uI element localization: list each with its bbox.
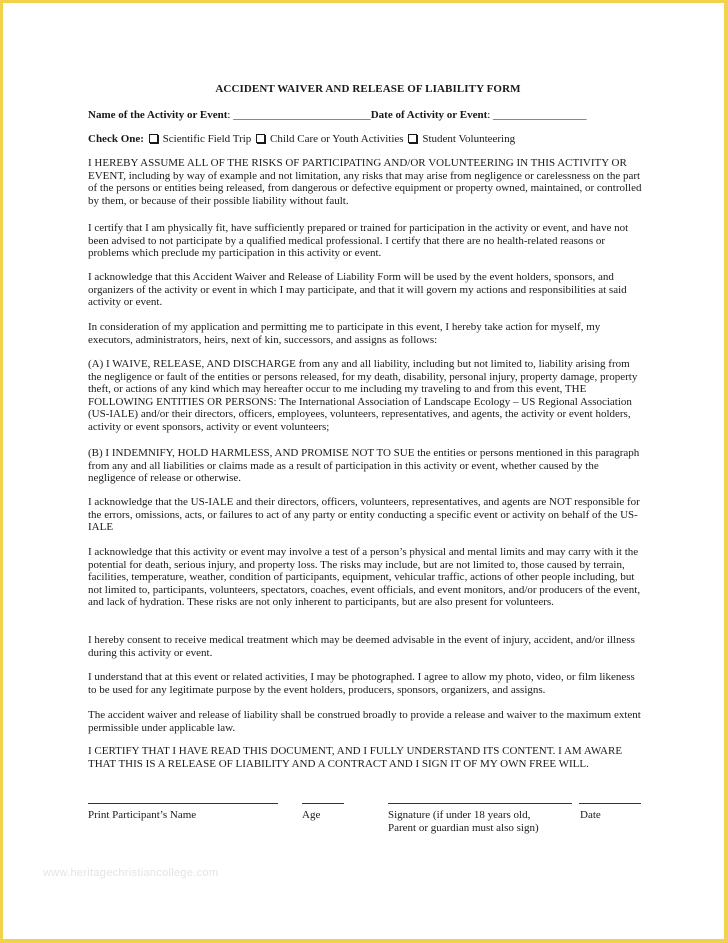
paragraph-waive-release: (A) I WAIVE, RELEASE, AND DISCHARGE from any and all liability, including but not limited to, liability arising from the negligence or fault of the entities or persons released, for my death, disability, personal injury, property damage, property theft, or actions of any kind which may hereafter occur to me including my traveling to and from this event, THE FOLLOWING ENTITIES OR PERSONS: The International Association of Landscape Ecology – US Regional Association (US-IALE) and/or their directors, officers, employees, volunteers, representatives, and agents, the activity or event holders, activity or event sponsors, activity or event volunteers; [88, 358, 638, 433]
date-line[interactable] [579, 803, 641, 804]
activity-info-row [88, 109, 648, 122]
paragraph-photographed: I understand that at this event or related activities, I may be photographed. I agree to allow my photo, video, or film likeness to be used for any legitimate purpose by the event holders, producers, sponsors, organizers, and assigns. [88, 671, 635, 696]
signature-line[interactable] [388, 803, 572, 804]
activity-name-colon: : [227, 109, 231, 121]
paragraph-certify: I CERTIFY THAT I HAVE READ THIS DOCUMENT, AND I FULLY UNDERSTAND ITS CONTENT. I AM AWARE THAT THIS IS A RELEASE OF LIABILITY AND A CONTRACT AND I SIGN IT OF MY OWN FREE WILL. [88, 745, 623, 770]
age-label: Age [302, 809, 321, 821]
paragraph-risks: I acknowledge that this activity or event may involve a test of a person’s physical and mental limits and may carry with it the potential for death, serious injury, and property loss. The risks may include, but are not limited to, those caused by terrain, facilities, temperature, weather, condition of participants, equipment, vehicular traffic, actions of other people including, but not limited to, participants, volunteers, spectators, coaches, event officials, and event monitors, and/or producers of the event, and lack of hydration. These risks are not only inherent to participants, but are also present for volunteers. [88, 546, 641, 609]
activity-date-colon: : [487, 109, 491, 121]
checkbox-scientific-field-trip[interactable] [149, 134, 158, 143]
activity-date-label: Date of Activity or Event [370, 109, 488, 121]
signature-label-line2: Parent or guardian must also sign) [388, 821, 539, 834]
activity-name-label: Name of the Activity or Event [88, 109, 228, 121]
activity-name-field[interactable]: _________________________ [233, 109, 371, 121]
check-one-row [88, 133, 648, 146]
date-label: Date [580, 809, 601, 821]
paragraph-construed: The accident waiver and release of liability shall be construed broadly to provide a release and waiver to the maximum extent permissible under applicable law. [88, 709, 641, 734]
check-one-label: Check One: [88, 133, 144, 145]
signature-label-line1: Signature (if under 18 years old, [388, 809, 531, 821]
document-page [3, 3, 724, 939]
age-line[interactable] [302, 803, 344, 804]
paragraph-not-responsible: I acknowledge that the US-IALE and their directors, officers, volunteers, representatives, and agents are NOT responsible for the errors, omissions, acts, or failures to act of any party or entity conducting a specific event or activity on behalf of the US-IALE [88, 496, 640, 534]
paragraph-assume-risks: I HEREBY ASSUME ALL OF THE RISKS OF PARTICIPATING AND/OR VOLUNTEERING IN THIS ACTIVITY OR EVENT, including by way of example and not limitation, any risks that may arise from negligence or carelessness on the part of the persons or entities being released, from dangerous or defective equipment or property owned, maintained, or controlled by them, or because of their possible liability without fault. [88, 157, 642, 207]
option-scientific-field-trip: Scientific Field Trip [162, 133, 252, 145]
paragraph-acknowledge-form: I acknowledge that this Accident Waiver and Release of Liability Form will be used by the event holders, sponsors, and organizers of the activity or event in which I may participate, and that it will govern my actions and responsibilities at said activity or event. [88, 271, 627, 309]
paragraph-fitness: I certify that I am physically fit, have sufficiently prepared or trained for participation in the activity or event, and have not been advised to not participate by a qualified medical professional. I certify that there are no health-related reasons or problems which preclude my participation in this activity or event. [88, 222, 629, 260]
watermark-text: www.heritagechristiancollege.com [43, 867, 219, 879]
checkbox-child-care[interactable] [256, 134, 265, 143]
signature-label [388, 809, 539, 834]
option-child-care: Child Care or Youth Activities [270, 133, 404, 145]
checkbox-student-volunteering[interactable] [408, 134, 417, 143]
option-student-volunteering: Student Volunteering [422, 133, 516, 145]
form-title: ACCIDENT WAIVER AND RELEASE OF LIABILITY FORM [215, 83, 521, 95]
participant-name-line[interactable] [88, 803, 278, 804]
activity-date-field[interactable]: _________________ [493, 109, 587, 121]
participant-name-label: Print Participant’s Name [88, 809, 197, 821]
paragraph-consideration: In consideration of my application and permitting me to participate in this event, I hereby take action for myself, my executors, administrators, heirs, next of kin, successors, and assigns as follows: [88, 321, 601, 346]
paragraph-indemnify: (B) I INDEMNIFY, HOLD HARMLESS, AND PROMISE NOT TO SUE the entities or persons mentioned in this paragraph from any and all liabilities or claims made as a result of participation in this activity or event, whether caused by the negligence of release or otherwise. [88, 447, 640, 485]
paragraph-medical-consent: I hereby consent to receive medical treatment which may be deemed advisable in the event of injury, accident, and/or illness during this activity or event. [88, 634, 635, 659]
